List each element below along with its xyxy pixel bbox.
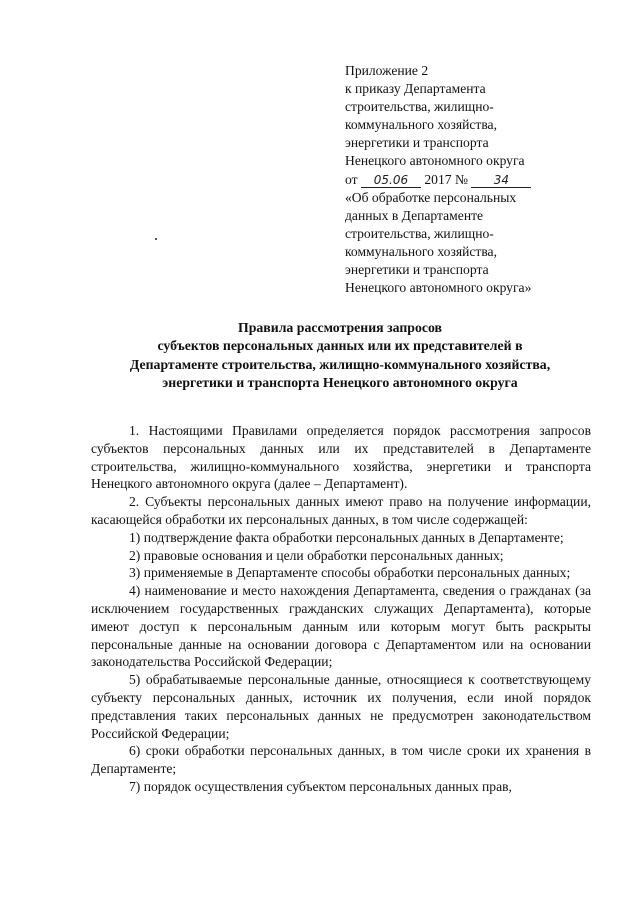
order-title-line: строительства, жилищно- — [345, 225, 494, 241]
year-number-label: 2017 № — [424, 171, 468, 187]
title-line: субъектов персональных данных или их представителей в — [157, 338, 523, 354]
order-title-line: энергетики и транспорта — [345, 262, 489, 278]
paragraph-1: 1. Настоящими Правилами определяется порядок рассмотрения запросов субъектов персональных данных или их представителей в Департаменте строительства, жилищно-коммунального хозяйства, энергетики и транспорта Ненецкого автономного округа (далее – Департамент). — [91, 423, 591, 492]
document-body — [91, 422, 591, 796]
paragraph-2: 2. Субъекты персональных данных имеют право на получение информации, касающейся обработки их персональных данных, в том числе содержащей: — [91, 494, 591, 527]
appendix-line: энергетики и транспорта — [345, 135, 489, 151]
scan-speck — [155, 238, 157, 240]
list-item-1: 1) подтверждение факта обработки персональных данных в Департаменте; — [129, 529, 564, 545]
appendix-line: строительства, жилищно- — [345, 99, 494, 115]
handwritten-order-number: 34 — [471, 174, 531, 188]
appendix-line: Приложение 2 — [345, 63, 429, 78]
appendix-line: коммунального хозяйства, — [345, 117, 497, 133]
title-line: энергетики и транспорта Ненецкого автономного округа — [162, 375, 518, 391]
appendix-line: Ненецкого автономного округа — [345, 153, 525, 169]
list-item-4: 4) наименование и место нахождения Департамента, сведения о гражданах (за исключением государственных гражданских служащих Департамента), которые имеют доступ к персональным данным или которым могут быть раскрыты персональные данные на основании договора с Департаментом или на основании законодательства Российской Федерации; — [91, 583, 591, 670]
order-title-line: коммунального хозяйства, — [345, 243, 497, 259]
handwritten-date: 05.06 — [361, 174, 421, 188]
appendix-block — [345, 62, 615, 297]
order-title-line: «Об обработке персональных — [345, 189, 517, 205]
list-item-6: 6) сроки обработки персональных данных, в том числе сроки их хранения в Департаменте; — [91, 743, 591, 777]
order-title-line: данных в Департаменте — [345, 207, 484, 223]
list-item-3: 3) применяемые в Департаменте способы обработки персональных данных; — [129, 565, 571, 581]
title-line: Правила рассмотрения запросов — [237, 320, 442, 335]
document-title — [60, 319, 620, 393]
list-item-2: 2) правовые основания и цели обработки персональных данных; — [129, 547, 504, 563]
appendix-line: к приказу Департамента — [345, 81, 486, 97]
date-prefix: от — [345, 171, 358, 187]
order-date-line — [345, 171, 615, 189]
list-item-5: 5) обрабатываемые персональные данные, относящиеся к соответствующему субъекту персональных данных, источник их получения, если иной порядок представления таких персональных данных не предусмотрен законодательством Российской Федерации; — [91, 672, 591, 741]
title-line: Департаменте строительства, жилищно-коммунального хозяйства, — [129, 356, 551, 372]
list-item-7: 7) порядок осуществления субъектом персональных данных прав, — [129, 778, 512, 794]
order-title-line: Ненецкого автономного округа» — [345, 280, 532, 296]
